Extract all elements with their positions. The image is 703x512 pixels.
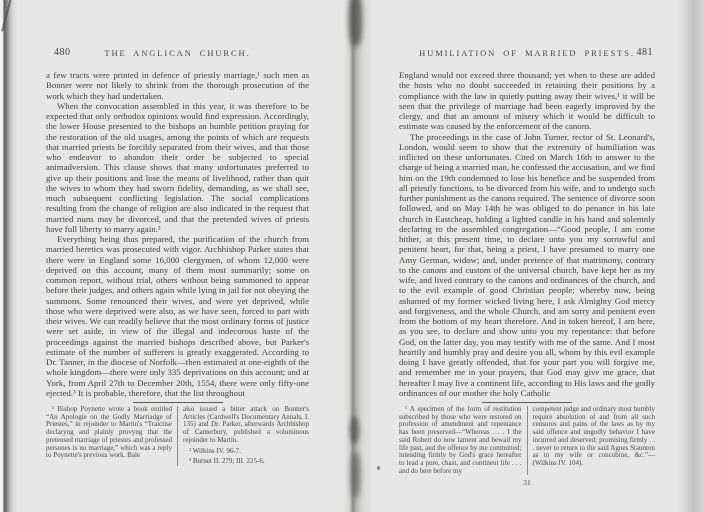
page-number-right: 481 xyxy=(636,47,653,58)
paragraph: When the convocation assembled in this year, it was therefore to be expected that only orthodox opinions would find expression. Accordingly, the lower House presented to the bishops an humble petition praying for the restoration of the old usages, among the points of which are requests that married priests be forcibly separated from their wives, and that those who endeavor to abandon their order be subjected to special animadversion. This clause shows that many unfortunates preferred to give up their positions and lose the means of livelihood, rather than quit the wives to whom they had sworn fidelity, demanding, as we shall see, much subsequent conflicting legislation. The social complications resulting from the change of religion are also indicated in the request that married nuns may be divorced, and that the pretended wives of priests have full liberty to marry again.² xyxy=(46,100,309,234)
footnote-separator xyxy=(133,402,223,403)
running-header-right: HUMILIATION OF MARRIED PRIESTS. xyxy=(419,48,635,58)
page-edge-shadow-right xyxy=(677,0,703,512)
running-header-left: THE ANGLICAN CHURCH. xyxy=(104,48,251,58)
footnote: ³ Burnet II. 279; III. 225-6. xyxy=(189,457,265,466)
footnotes-left xyxy=(46,406,309,466)
footnote-column xyxy=(527,406,656,475)
signature-mark: 31 xyxy=(523,478,531,488)
page-number-left: 480 xyxy=(54,47,71,58)
paragraph: England would not exceed three thousand; yet when to these are added the hosts who no doubt succeeded in retaining their positions by a compliance with the law in quietly putting away their wives,¹ it will be seen that the privilege of marriage had been eagerly improved by the clergy, and that an amount of misery which it would be difficult to estimate was caused by the enforcement of the canons. xyxy=(399,70,655,132)
gutter-shadow-top xyxy=(349,0,362,46)
paragraph: The proceedings in the case of John Turner, rector of St. Leonard's, London, would seem to show that the extremity of humiliation was inflicted on these unfortunates. Cited on March 16th to answer to the charge of being a married man, he confessed the accusation, and we find him on the 19th condemned to lose his benefice and be suspended from all priestly functions, to be divorced from his wife, and to undergo such further punishment as the canons required. The sentence of divorce soon followed, and on May 14th he was obliged to do penance in his late church in Eastcheap, holding a lighted candle in his hand and solemnly declaring to the assembled congregation—“Good people, I am come hither, at this present time, to declare unto you my sorrowful and penitent heart, for that, being a priest, I have presumed to marry one Amy German, widow; and, under pretence of that matrimony, contrary to the canons and custom of the universal church, have kept her as my wife, and lived contrary to the canons and ordinances of the church, and to the evil example of good Christian people; whereby now, being ashamed of my former wicked living here, I ask Almighty God mercy and forgiveness, and the whole Church, and am sorry and penitent even from the bottom of my heart therefore. And in token hereof, I am here, as you see, to declare and show unto you my repentance: that before God, on the latter day, you may testify with me of the same. And I most heartily and humbly pray and desire you all, whom by this evil example doing I have greatly offended, that for your part you will forgive me, and remember me in your prayers, that God may give me grace, that hereafter I may live a continent life, according to His laws and the godly ordinances of our mother the holy Catholic xyxy=(399,131,655,398)
footnote: ¹ Bishop Poynette wrote a book entitled “An Apologie on the Godly Marriadge of Priestes,” in rejoinder to Martin's “Traictise declaryng and plainly provyng that the pretensed marriage of priestes and professed persones is no marriage,” which was a reply to Poynette's previous work. Bale xyxy=(46,405,172,460)
ink-speck xyxy=(377,466,380,470)
footnote-column xyxy=(177,406,309,466)
footnote-continuation: also issued a bitter attack on Bonner's Articles (Cardwell's Documentary Annals, I. 135) and Dr. Parker, afterwards Archbishop of Canterbury, published a voluminous rejoinder to Martin. xyxy=(183,405,309,444)
page-header-right xyxy=(399,48,655,62)
page-right xyxy=(399,48,655,487)
body-text-left xyxy=(46,70,309,398)
gutter-shadow-blob xyxy=(351,452,360,498)
page-edge-shadow-left xyxy=(0,0,18,512)
paragraph: a few tracts were printed in defence of priestly marriage,¹ such men as Bonner were not likely to shrink from the thorough prosecution of the work which they had undertaken. xyxy=(46,70,309,101)
page-left xyxy=(46,48,309,466)
paragraph: Everything being thus prepared, the purification of the church from married heretics was prosecuted with vigor. Archbishop Parker states that there were in England some 16,000 clergymen, of whom 12,000 were deprived on this account, many of them most summarily; some on common report, without trial, others without being summoned to appear before their judges, and others again while lying in jail for not obeying the summons. Some renounced their wives, and were yet deprived, while those who were deprived were also, as we have seen, forced to part with their wives. We can readily believe that the most ordinary forms of justice were set aside, in view of the illegal and indecorous haste of the proceedings against the married bishops described above, but Parker's estimate of the number of sufferers is greatly exaggerated. According to Dr. Tanner, in the diocese of Norfolk—then estimated at one-eighth of the whole kingdom—there were only 335 deprivations on this account; and at York, from April 27th to December 20th, 1554, there were only fifty-one ejected.³ It is probable, therefore, that the list throughout xyxy=(46,234,309,398)
footnote-column xyxy=(399,406,527,475)
footnote: ² Wilkins IV. 96-7. xyxy=(189,446,241,455)
footnote-column xyxy=(46,406,177,466)
body-text-right xyxy=(399,70,655,398)
footnotes-right xyxy=(399,406,655,475)
footnote-separator xyxy=(482,402,572,403)
footnote: ¹ A specimen of the form of restitution subscribed by those who were restored on profession of amendment and repentance has been preserved—“Whereas . . . I the said Robert do now lament and bewail my life past, and the offence by me committed; intending firmly by God's grace hereafter to lead a pure, chast, and continent life . . . and do here before my xyxy=(399,405,522,475)
gutter-shadow-blob xyxy=(350,416,359,444)
footnote-continuation: competent judge and ordinary most humbly require absolution of and from all such censures and pains of the laws as by my said offence and ungodly behavior I have incurred and deserved; promising firmly . . . never to return to the said Agnes Staunton as to my wife or concubine, &c.”—(Wilkins IV. 104). xyxy=(532,405,655,467)
page-header-left xyxy=(46,48,309,62)
